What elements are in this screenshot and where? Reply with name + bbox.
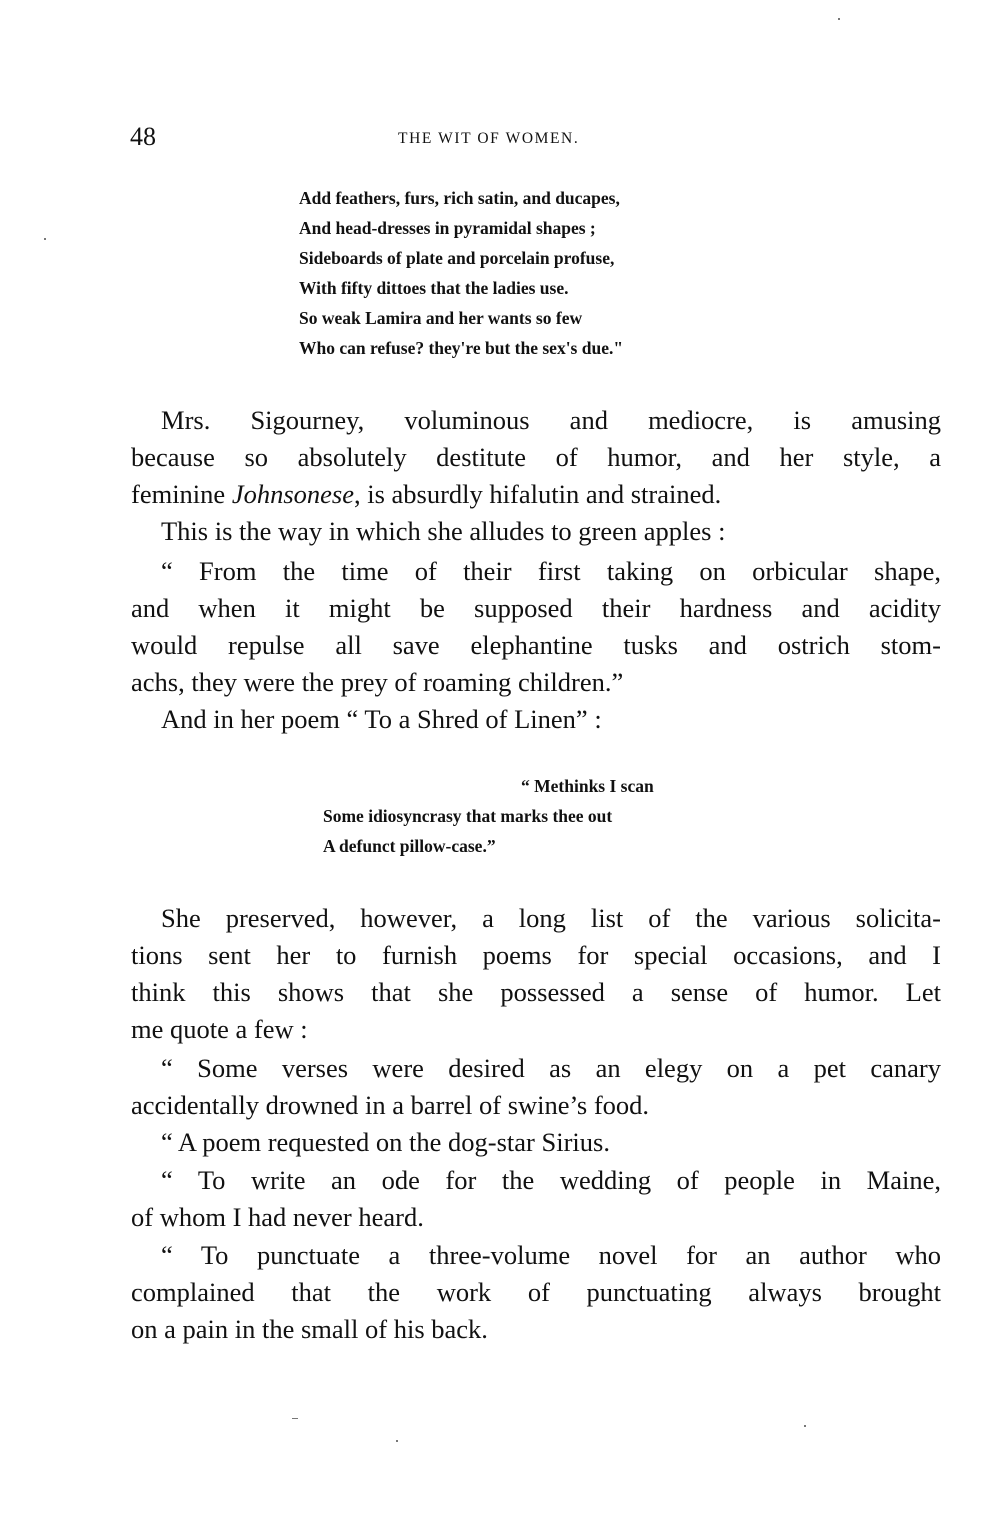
text-line: would repulse all save elephantine tusks and ostrich stom- [131,630,941,660]
text-line: Mrs. Sigourney, voluminous and mediocre, is amusing [161,405,941,435]
running-title: THE WIT OF WOMEN. [398,130,580,147]
text-line: on a pain in the small of his back. [131,1314,488,1344]
scan-speck [292,1418,298,1419]
text-line: And in her poem “ To a Shred of Linen” : [161,704,602,734]
scan-speck [838,18,840,20]
text-run: feminine [131,479,232,509]
text-line: “ A poem requested on the dog-star Sirius. [161,1127,610,1157]
verse-line: And head-dresses in pyramidal shapes ; [299,218,596,238]
text-line: “ To punctuate a three-volume novel for an author who [161,1240,941,1270]
text-line: complained that the work of punctuating always brought [131,1277,941,1307]
text-line: think this shows that she possessed a sense of humor. Let [131,977,941,1007]
verse-line: “ Methinks I scan [521,776,654,796]
italic-term: Johnsonese [231,479,354,509]
verse-line: Some idiosyncrasy that marks thee out [323,806,613,826]
verse-line: With fifty dittoes that the ladies use. [299,278,569,298]
text-line: because so absolutely destitute of humor, and her style, a [131,442,941,472]
text-line: of whom I had never heard. [131,1202,424,1232]
text-line: accidentally drowned in a barrel of swine’s food. [131,1090,650,1120]
text-line: me quote a few : [131,1014,308,1044]
text-line: and when it might be supposed their hardness and acidity [131,593,941,623]
text-line: “ Some verses were desired as an elegy on a pet canary [161,1053,941,1083]
verse-line: Who can refuse? they're but the sex's due." [299,338,624,358]
verse-line: A defunct pillow-case.” [323,836,496,856]
scan-speck [396,1440,398,1442]
scan-speck [44,238,46,240]
text-line: “ To write an ode for the wedding of people in Maine, [161,1165,941,1195]
page-number: 48 [130,122,156,151]
text-line: “ From the time of their first taking on orbicular shape, [161,556,941,586]
verse-line: Add feathers, furs, rich satin, and ducapes, [299,188,620,208]
text-line [131,479,941,510]
text-line: This is the way in which she alludes to green apples : [161,516,726,546]
verse-line: So weak Lamira and her wants so few [299,308,583,328]
text-run: , is absurdly hifalutin and strained. [353,479,722,509]
scan-speck [804,1425,806,1427]
verse-line: Sideboards of plate and porcelain profuse, [299,248,615,268]
text-line: She preserved, however, a long list of the various solicita- [161,903,941,933]
text-line: tions sent her to furnish poems for special occasions, and I [131,940,941,970]
text-line: achs, they were the prey of roaming children.” [131,667,624,697]
